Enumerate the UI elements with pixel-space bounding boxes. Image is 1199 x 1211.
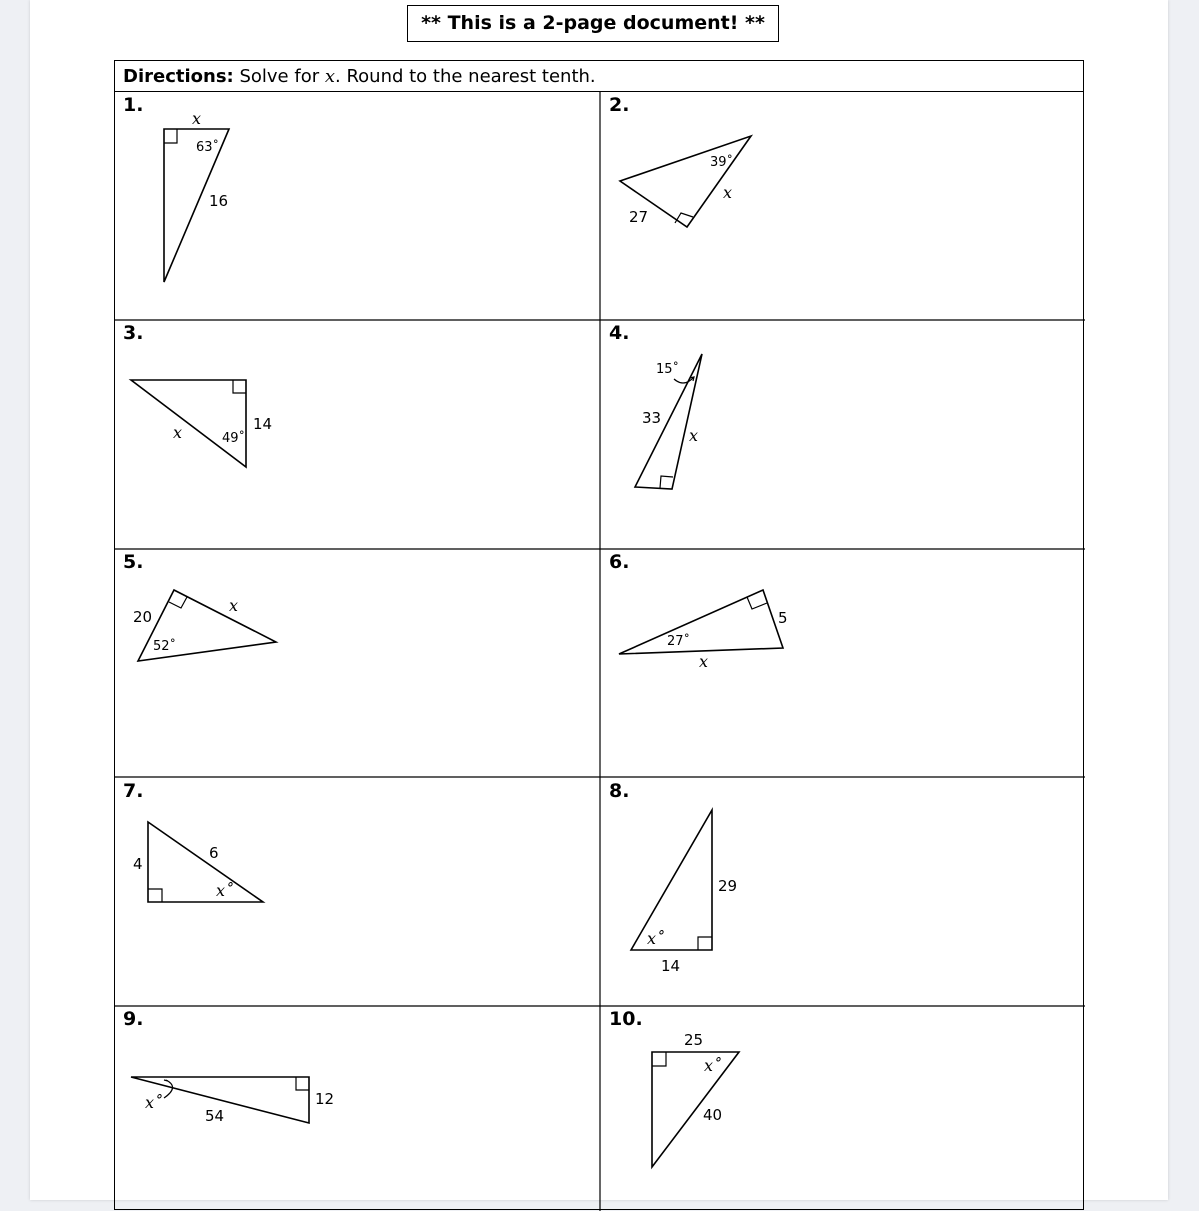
- p7-hyp-label: 6: [209, 844, 219, 862]
- p7-side-label: 4: [133, 855, 143, 873]
- problem-1-number: 1.: [123, 94, 144, 116]
- p4-angle-label: 15˚: [656, 362, 680, 377]
- triangle-3: [131, 380, 272, 467]
- p1-angle-label: 63˚: [196, 140, 220, 155]
- problem-10-number: 10.: [609, 1008, 643, 1030]
- p10-angle-label: x˚: [704, 1056, 722, 1075]
- p6-angle-label: 27˚: [667, 634, 691, 649]
- two-page-banner: ** This is a 2-page document! **: [407, 5, 779, 42]
- p8-side-label: 29: [718, 877, 738, 895]
- p4-hyp-label: x: [689, 426, 699, 445]
- triangle-9: [131, 1077, 334, 1125]
- p6-base-label: x: [699, 652, 709, 671]
- p8-base-label: 14: [661, 957, 681, 975]
- p3-hyp-label: x: [173, 423, 183, 442]
- p9-hyp-label: 54: [205, 1107, 225, 1125]
- p5-other-label: x: [229, 596, 239, 615]
- p2-angle-label: 39˚: [710, 155, 734, 170]
- p6-side-label: 5: [778, 609, 788, 627]
- triangle-6: [619, 590, 788, 671]
- p3-angle-label: 49˚: [222, 431, 246, 446]
- triangle-7: [133, 822, 263, 902]
- p4-left-label: 33: [642, 409, 662, 427]
- triangle-10: [652, 1031, 739, 1167]
- p7-angle-label: x˚: [216, 881, 234, 900]
- triangle-5: [133, 590, 276, 661]
- problem-6-number: 6.: [609, 551, 630, 573]
- p2-side-label: x: [723, 183, 733, 202]
- directions-text-before: Solve for: [239, 66, 320, 87]
- p5-angle-label: 52˚: [153, 639, 177, 654]
- problem-7-number: 7.: [123, 780, 144, 802]
- problem-9-number: 9.: [123, 1008, 144, 1030]
- problem-5-number: 5.: [123, 551, 144, 573]
- problem-3-number: 3.: [123, 322, 144, 344]
- triangle-8: [631, 810, 737, 975]
- p9-side-label: 12: [315, 1090, 335, 1108]
- p1-top-label: x: [192, 109, 202, 128]
- p9-angle-label: x˚: [145, 1093, 163, 1112]
- p8-angle-label: x˚: [647, 929, 665, 948]
- p1-hyp-label: 16: [209, 192, 229, 210]
- problem-2-number: 2.: [609, 94, 630, 116]
- directions-text-after: . Round to the nearest tenth.: [335, 66, 596, 87]
- directions-label: Directions:: [123, 66, 234, 87]
- p5-side-label: 20: [133, 608, 153, 626]
- triangle-2: [620, 136, 751, 227]
- triangle-4: [635, 354, 702, 489]
- problem-8-number: 8.: [609, 780, 630, 802]
- triangle-1: [164, 109, 229, 282]
- problem-4-number: 4.: [609, 322, 630, 344]
- directions-variable: x: [324, 66, 335, 87]
- p2-left-label: 27: [629, 208, 649, 226]
- p10-hyp-label: 40: [703, 1106, 723, 1124]
- p10-top-label: 25: [684, 1031, 704, 1049]
- p3-side-label: 14: [253, 415, 273, 433]
